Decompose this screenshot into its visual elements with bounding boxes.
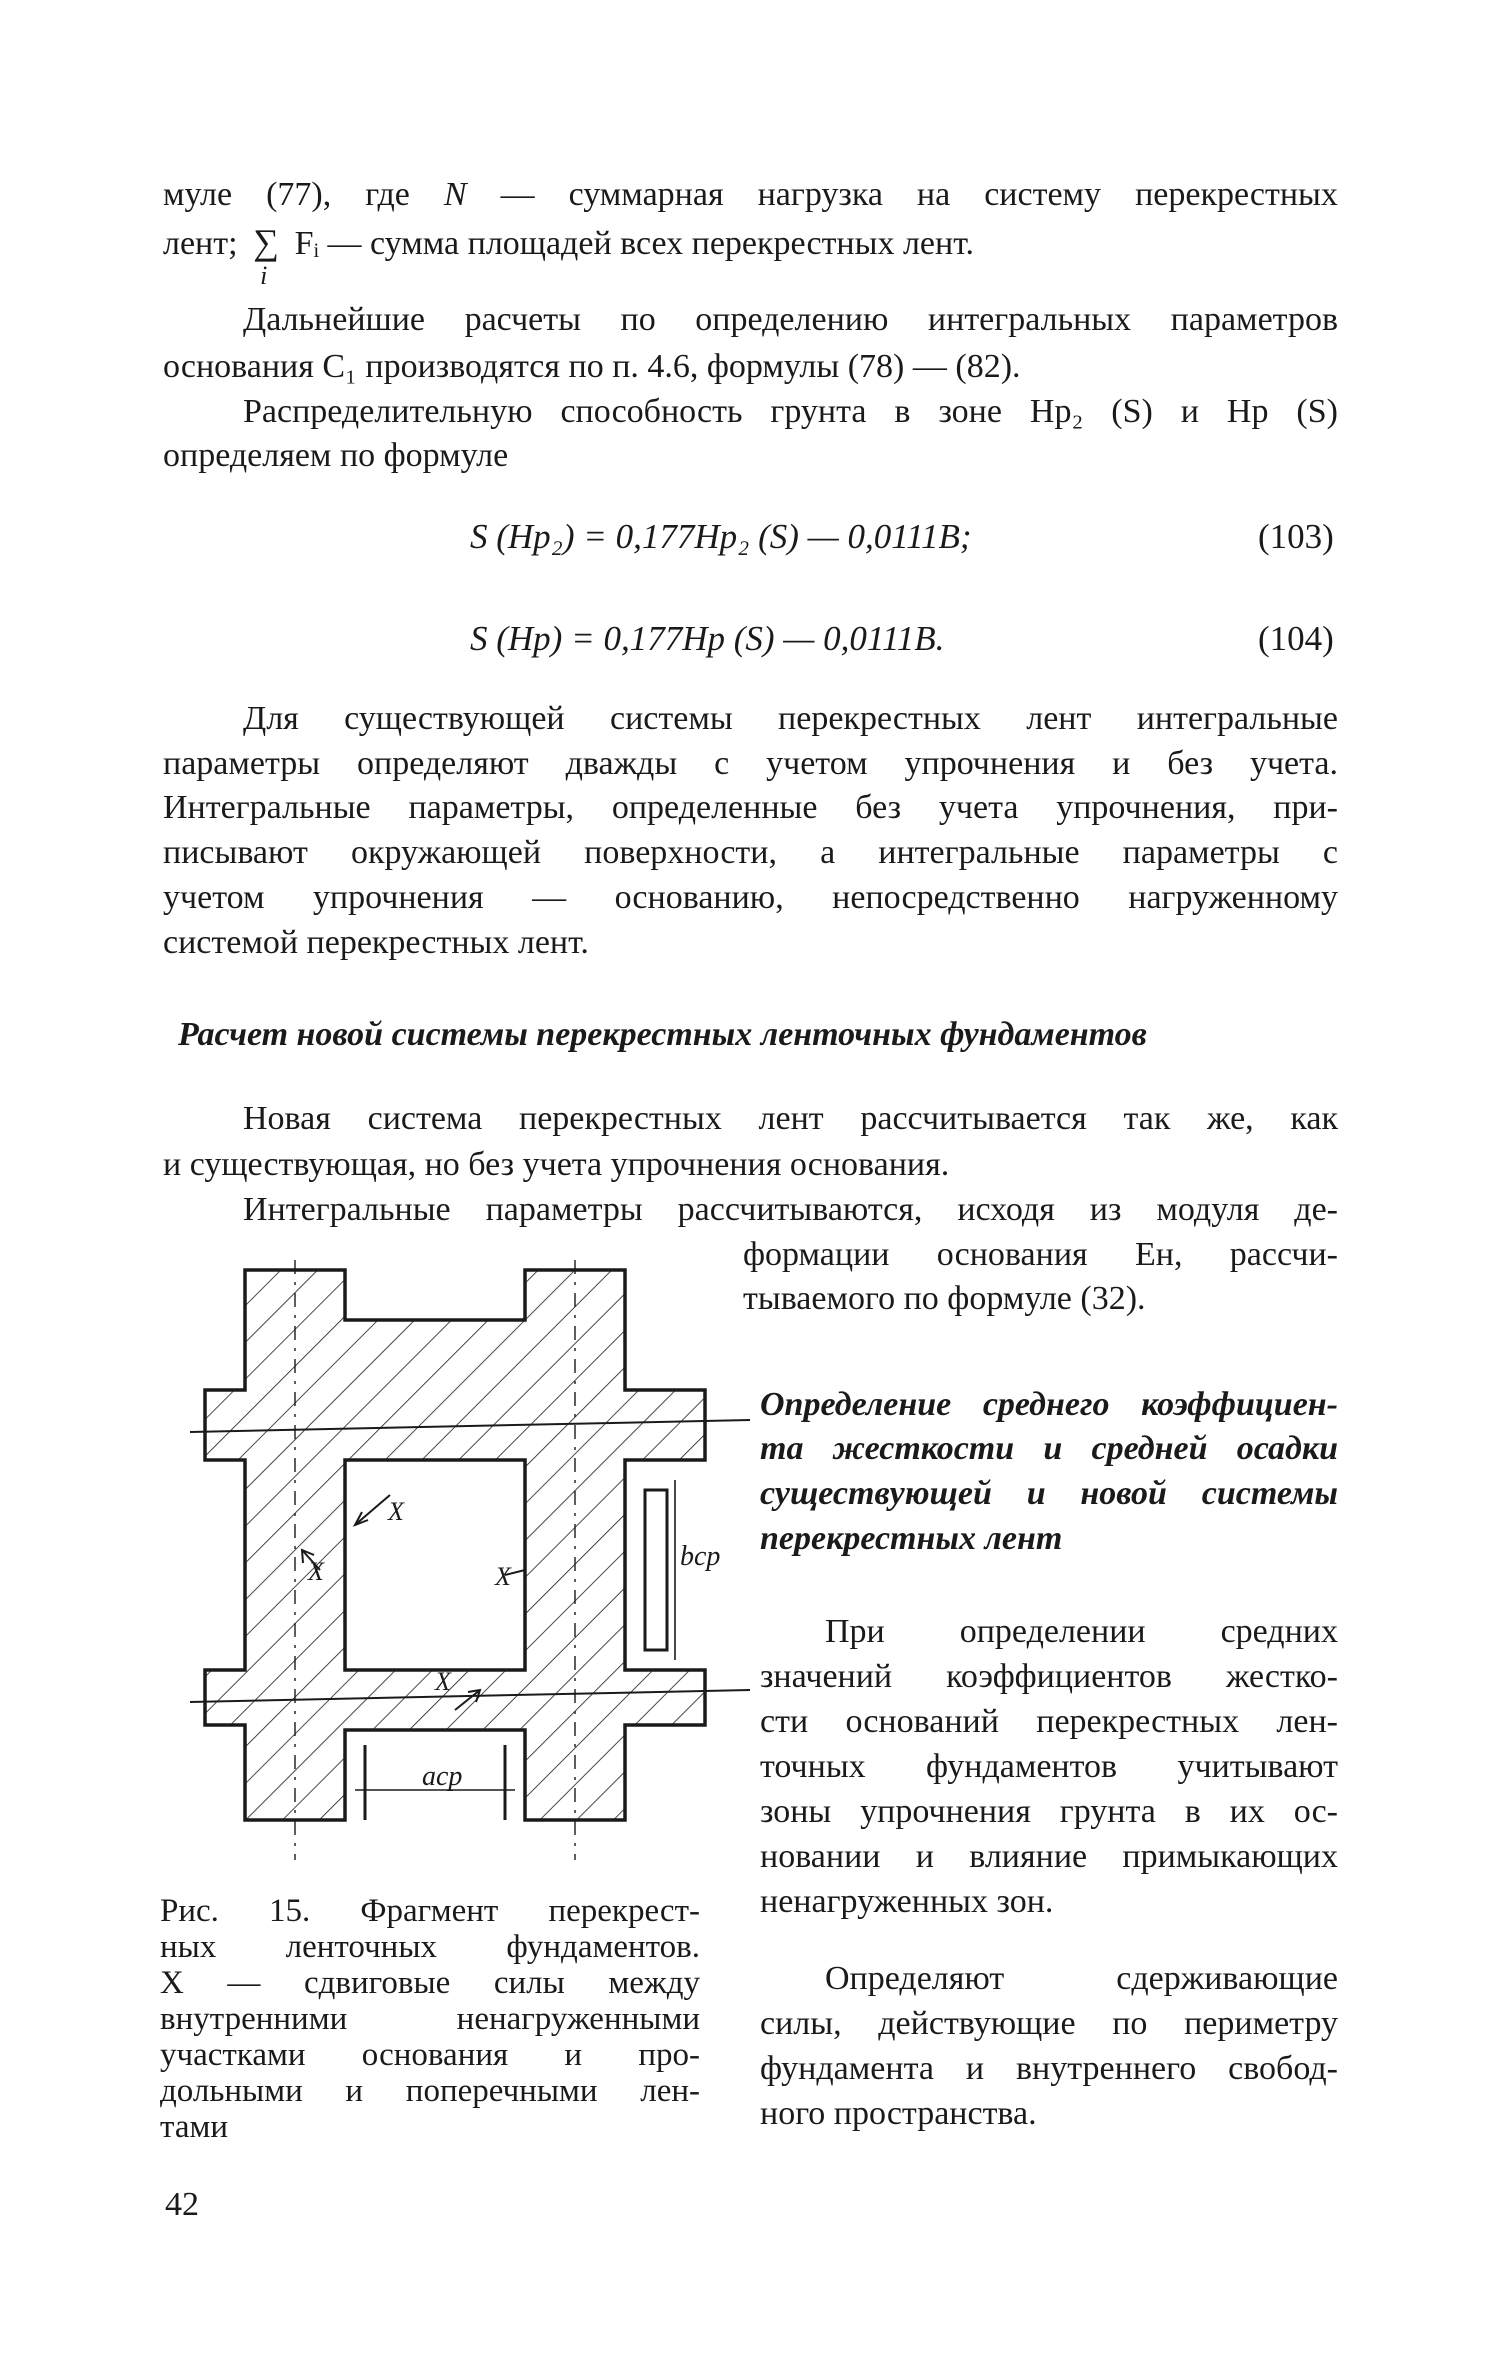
subheading-line2: та жесткости и средней осадки <box>760 1430 1338 1467</box>
equation-103-number: (103) <box>1258 517 1334 556</box>
para3-line1: Распределительную способность грунта в зоне Hр₂ (S) и Hр (S) <box>243 393 1338 430</box>
para1-line1-word: нагрузка <box>757 176 883 213</box>
label-a-cp: aср <box>422 1761 463 1792</box>
subheading-last: перекрестных лент <box>760 1520 1063 1557</box>
para6-line1: Интегральные параметры рассчитываются, исходя из модуля де- <box>243 1191 1338 1228</box>
para4-line5: учетом упрочнения — основанию, непосредственно нагруженному <box>163 879 1338 916</box>
para1-line1-word: на <box>916 176 951 213</box>
para1-line1-word: (77), <box>266 176 332 213</box>
para4-line4: писывают окружающей поверхности, а интегральные параметры с <box>163 834 1338 871</box>
para5-line2: и существующая, но без учета упрочнения основания. <box>163 1146 950 1183</box>
para1-line2-rest: Fᵢ — сумма площадей всех перекрестных лент. <box>294 225 975 262</box>
para1-line1-word: систему <box>984 176 1102 213</box>
para2-line1: Дальнейшие расчеты по определению интегральных параметров <box>243 301 1338 338</box>
para1-line1-word: суммарная <box>568 176 724 213</box>
caption-line7: тами <box>160 2109 229 2145</box>
para3-line2: определяем по формуле <box>163 437 509 474</box>
label-x-bottom: X <box>435 1667 451 1696</box>
para2-line2: основания C₁ производятся по п. 4.6, формулы (78) — (82). <box>163 348 1021 385</box>
page-number: 42 <box>165 2186 199 2223</box>
equation-104: S (Hр) = 0,177Hр (S) — 0,0111B. <box>470 619 945 658</box>
caption-line4: внутренними ненагруженными <box>160 2001 700 2037</box>
para8-line2: силы, действующие по периметру <box>760 2005 1338 2042</box>
para1-line1-word: муле <box>163 176 233 213</box>
para1-line2-prefix: лент; <box>163 225 238 262</box>
subheading-line1: Определение среднего коэффициен- <box>760 1386 1338 1423</box>
para6-line2: формации основания Eн, рассчи- <box>743 1236 1338 1273</box>
section-heading-new-system: Расчет новой системы перекрестных ленточных фундаментов <box>178 1016 1147 1053</box>
para8-line3: фундамента и внутреннего свобод- <box>760 2050 1338 2087</box>
figure-crossing-strip-foundations <box>190 1250 760 1870</box>
para8-last: ного пространства. <box>760 2095 1037 2132</box>
para4-line1: Для существующей системы перекрестных лент интегральные <box>243 700 1338 737</box>
caption-line1: Рис. 15. Фрагмент перекрест- <box>160 1893 700 1929</box>
para4-line3: Интегральные параметры, определенные без учета упрочнения, при- <box>163 789 1338 826</box>
equation-104-number: (104) <box>1258 619 1334 658</box>
caption-line6: дольными и поперечными лен- <box>160 2073 700 2109</box>
para7-line1: При определении средних <box>825 1613 1338 1650</box>
para8-line1: Определяют сдерживающие <box>825 1960 1338 1997</box>
sum-symbol: ∑ i <box>253 222 279 290</box>
para7-line4: точных фундаментов учитывают <box>760 1748 1338 1785</box>
equation-103: S (Hр₂) = 0,177Hр₂ (S) — 0,0111B; <box>470 517 972 556</box>
para5-line1: Новая система перекрестных лент рассчитывается так же, как <box>243 1100 1338 1137</box>
right-opening <box>645 1490 667 1650</box>
caption-line2: ных ленточных фундаментов. <box>160 1929 700 1965</box>
label-b-cp: bср <box>680 1541 721 1572</box>
para7-line2: значений коэффициентов жестко- <box>760 1658 1338 1695</box>
para6-line3: тываемого по формуле (32). <box>743 1280 1146 1317</box>
para7-last: ненагруженных зон. <box>760 1883 1054 1920</box>
para4-line2: параметры определяют дважды с учетом упрочнения и без учета. <box>163 745 1338 782</box>
para7-line6: новании и влияние примыкающих <box>760 1838 1338 1875</box>
para1-line1-word: N <box>443 176 467 213</box>
label-x-left: X <box>308 1557 324 1586</box>
para1-line1-word: где <box>365 176 410 213</box>
para1-line2 <box>163 220 975 290</box>
para1-line1-word: перекрестных <box>1135 176 1338 213</box>
caption-line5: участками основания и про- <box>160 2037 700 2073</box>
label-x-top: X <box>388 1497 404 1526</box>
para1-line1-word: — <box>500 176 535 213</box>
label-x-right: X <box>495 1562 511 1591</box>
para1-line1 <box>163 173 1338 217</box>
caption-line3: X — сдвиговые силы между <box>160 1965 700 2001</box>
para7-line5: зоны упрочнения грунта в их ос- <box>760 1793 1338 1830</box>
subheading-line3: существующей и новой системы <box>760 1475 1338 1512</box>
para7-line3: сти оснований перекрестных лен- <box>760 1703 1338 1740</box>
foundation-hatched-area <box>205 1270 705 1820</box>
para4-last: системой перекрестных лент. <box>163 924 589 961</box>
